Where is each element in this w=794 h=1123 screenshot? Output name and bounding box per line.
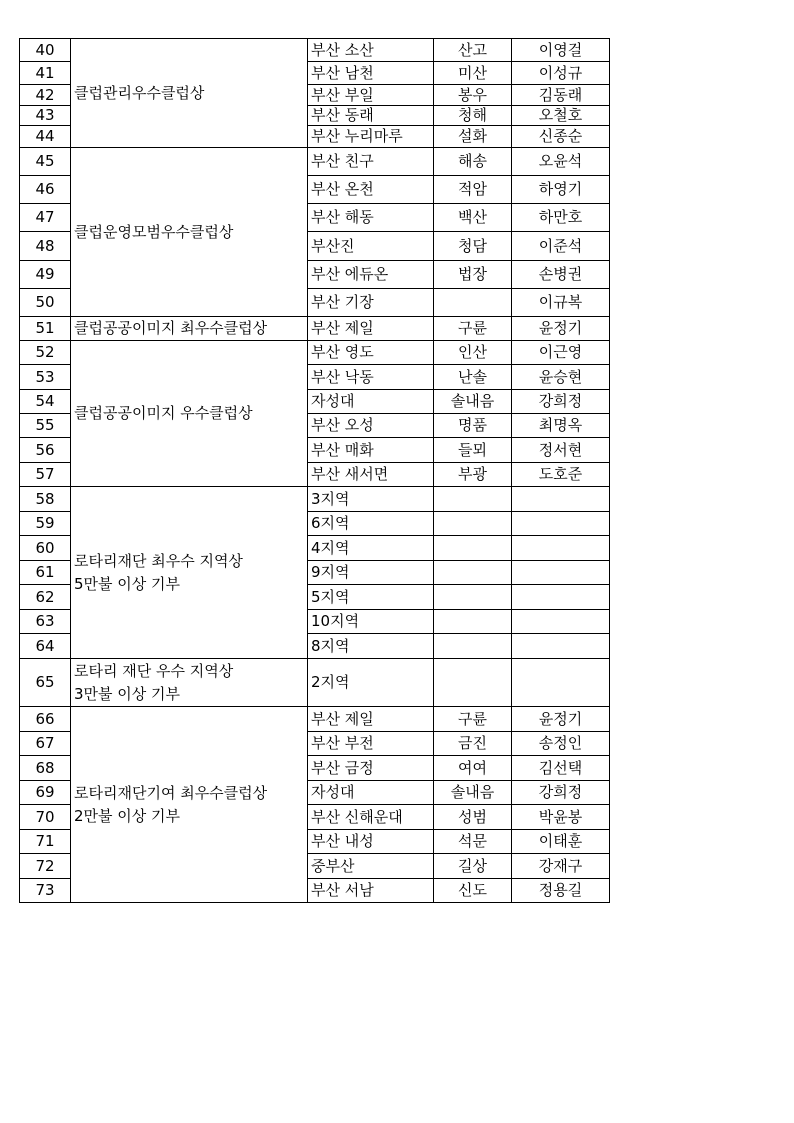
row-number: 59 bbox=[20, 512, 71, 536]
member-name: 이성규 bbox=[512, 62, 610, 85]
row-number: 42 bbox=[20, 85, 71, 106]
club-name: 4지역 bbox=[308, 536, 434, 561]
row-number: 60 bbox=[20, 536, 71, 561]
member-name: 최명옥 bbox=[512, 414, 610, 438]
table-row bbox=[20, 148, 610, 176]
club-name: 자성대 bbox=[308, 781, 434, 805]
row-number: 55 bbox=[20, 414, 71, 438]
award-category-line: 클럽공공이미지 우수클럽상 bbox=[74, 404, 253, 423]
member-name: 오철호 bbox=[512, 106, 610, 126]
award-category-line: 로타리 재단 우수 지역상 bbox=[74, 661, 234, 680]
row-number: 61 bbox=[20, 561, 71, 585]
member-name: 강희정 bbox=[512, 781, 610, 805]
club-name: 부산 제일 bbox=[308, 317, 434, 341]
club-name: 부산 내성 bbox=[308, 830, 434, 854]
award-category bbox=[71, 487, 308, 659]
member-name: 박윤봉 bbox=[512, 805, 610, 830]
club-name: 부산 서남 bbox=[308, 879, 434, 903]
member-title: 부광 bbox=[434, 463, 512, 487]
member-title: 설화 bbox=[434, 126, 512, 148]
club-name: 부산 누리마루 bbox=[308, 126, 434, 148]
row-number: 53 bbox=[20, 365, 71, 390]
row-number: 44 bbox=[20, 126, 71, 148]
award-category-line: 5만불 이상 기부 bbox=[74, 574, 181, 593]
awards-table bbox=[19, 38, 610, 903]
member-name: 이태훈 bbox=[512, 830, 610, 854]
member-title: 길상 bbox=[434, 854, 512, 879]
member-name bbox=[512, 585, 610, 610]
member-title: 산고 bbox=[434, 39, 512, 62]
member-name: 도호준 bbox=[512, 463, 610, 487]
member-name: 이규복 bbox=[512, 289, 610, 317]
member-name: 윤정기 bbox=[512, 317, 610, 341]
row-number: 48 bbox=[20, 232, 71, 261]
member-name: 김동래 bbox=[512, 85, 610, 106]
row-number: 45 bbox=[20, 148, 71, 176]
row-number: 67 bbox=[20, 732, 71, 756]
table-row bbox=[20, 659, 610, 707]
member-name: 이영걸 bbox=[512, 39, 610, 62]
member-name: 하만호 bbox=[512, 204, 610, 232]
row-number: 64 bbox=[20, 634, 71, 659]
club-name: 부산진 bbox=[308, 232, 434, 261]
table-row bbox=[20, 39, 610, 62]
member-name: 윤승현 bbox=[512, 365, 610, 390]
club-name: 10지역 bbox=[308, 610, 434, 634]
award-category bbox=[71, 148, 308, 317]
row-number: 68 bbox=[20, 756, 71, 781]
row-number: 66 bbox=[20, 707, 71, 732]
club-name: 부산 제일 bbox=[308, 707, 434, 732]
member-name: 윤정기 bbox=[512, 707, 610, 732]
member-title: 솔내음 bbox=[434, 781, 512, 805]
member-title: 청해 bbox=[434, 106, 512, 126]
award-category-line: 클럽관리우수클럽상 bbox=[74, 83, 205, 102]
member-name: 신종순 bbox=[512, 126, 610, 148]
table-row bbox=[20, 707, 610, 732]
member-title: 신도 bbox=[434, 879, 512, 903]
member-name: 김선택 bbox=[512, 756, 610, 781]
member-name bbox=[512, 659, 610, 707]
club-name: 부산 부전 bbox=[308, 732, 434, 756]
award-category bbox=[71, 341, 308, 487]
member-name: 오윤석 bbox=[512, 148, 610, 176]
row-number: 52 bbox=[20, 341, 71, 365]
member-title bbox=[434, 289, 512, 317]
member-title: 백산 bbox=[434, 204, 512, 232]
row-number: 57 bbox=[20, 463, 71, 487]
club-name: 부산 소산 bbox=[308, 39, 434, 62]
club-name: 부산 에듀온 bbox=[308, 261, 434, 289]
row-number: 51 bbox=[20, 317, 71, 341]
member-title bbox=[434, 561, 512, 585]
club-name: 8지역 bbox=[308, 634, 434, 659]
member-title: 미산 bbox=[434, 62, 512, 85]
club-name: 부산 온천 bbox=[308, 176, 434, 204]
row-number: 69 bbox=[20, 781, 71, 805]
club-name: 부산 기장 bbox=[308, 289, 434, 317]
club-name: 부산 오성 bbox=[308, 414, 434, 438]
member-title: 성범 bbox=[434, 805, 512, 830]
club-name: 중부산 bbox=[308, 854, 434, 879]
row-number: 72 bbox=[20, 854, 71, 879]
member-name bbox=[512, 610, 610, 634]
award-category bbox=[71, 317, 308, 341]
row-number: 65 bbox=[20, 659, 71, 707]
member-title bbox=[434, 512, 512, 536]
row-number: 56 bbox=[20, 438, 71, 463]
row-number: 41 bbox=[20, 62, 71, 85]
award-category-line: 로타리재단 최우수 지역상 bbox=[74, 551, 243, 570]
member-title bbox=[434, 585, 512, 610]
club-name: 부산 해동 bbox=[308, 204, 434, 232]
club-name: 2지역 bbox=[308, 659, 434, 707]
table-row bbox=[20, 487, 610, 512]
awards-table-body bbox=[20, 39, 610, 903]
award-category bbox=[71, 659, 308, 707]
member-name: 이준석 bbox=[512, 232, 610, 261]
club-name: 부산 남천 bbox=[308, 62, 434, 85]
row-number: 40 bbox=[20, 39, 71, 62]
row-number: 62 bbox=[20, 585, 71, 610]
member-title bbox=[434, 536, 512, 561]
award-category-line: 클럽운영모범우수클럽상 bbox=[74, 222, 234, 241]
row-number: 58 bbox=[20, 487, 71, 512]
member-name bbox=[512, 512, 610, 536]
club-name: 부산 낙동 bbox=[308, 365, 434, 390]
club-name: 부산 동래 bbox=[308, 106, 434, 126]
member-title: 솔내음 bbox=[434, 390, 512, 414]
club-name: 6지역 bbox=[308, 512, 434, 536]
member-title: 난솔 bbox=[434, 365, 512, 390]
club-name: 부산 부일 bbox=[308, 85, 434, 106]
member-title bbox=[434, 634, 512, 659]
award-category-line: 3만불 이상 기부 bbox=[74, 684, 181, 703]
member-name: 손병권 bbox=[512, 261, 610, 289]
row-number: 50 bbox=[20, 289, 71, 317]
row-number: 47 bbox=[20, 204, 71, 232]
member-name: 이근영 bbox=[512, 341, 610, 365]
club-name: 부산 매화 bbox=[308, 438, 434, 463]
club-name: 3지역 bbox=[308, 487, 434, 512]
member-title: 석문 bbox=[434, 830, 512, 854]
member-name: 정서현 bbox=[512, 438, 610, 463]
member-title bbox=[434, 487, 512, 512]
row-number: 71 bbox=[20, 830, 71, 854]
member-title: 인산 bbox=[434, 341, 512, 365]
row-number: 46 bbox=[20, 176, 71, 204]
club-name: 부산 친구 bbox=[308, 148, 434, 176]
member-title: 해송 bbox=[434, 148, 512, 176]
member-name bbox=[512, 561, 610, 585]
club-name: 9지역 bbox=[308, 561, 434, 585]
table-row bbox=[20, 341, 610, 365]
member-title: 구륜 bbox=[434, 707, 512, 732]
member-name: 송정인 bbox=[512, 732, 610, 756]
member-title: 적암 bbox=[434, 176, 512, 204]
award-category-line: 2만불 이상 기부 bbox=[74, 806, 181, 825]
club-name: 5지역 bbox=[308, 585, 434, 610]
member-name bbox=[512, 536, 610, 561]
member-name bbox=[512, 634, 610, 659]
member-title: 구륜 bbox=[434, 317, 512, 341]
club-name: 자성대 bbox=[308, 390, 434, 414]
member-title bbox=[434, 610, 512, 634]
award-category bbox=[71, 707, 308, 903]
member-title: 여여 bbox=[434, 756, 512, 781]
row-number: 43 bbox=[20, 106, 71, 126]
member-title: 법장 bbox=[434, 261, 512, 289]
member-title: 청담 bbox=[434, 232, 512, 261]
row-number: 54 bbox=[20, 390, 71, 414]
member-name: 강재구 bbox=[512, 854, 610, 879]
club-name: 부산 금정 bbox=[308, 756, 434, 781]
club-name: 부산 영도 bbox=[308, 341, 434, 365]
member-title bbox=[434, 659, 512, 707]
member-title: 금진 bbox=[434, 732, 512, 756]
club-name: 부산 신해운대 bbox=[308, 805, 434, 830]
row-number: 49 bbox=[20, 261, 71, 289]
member-name: 정용길 bbox=[512, 879, 610, 903]
member-name: 하영기 bbox=[512, 176, 610, 204]
member-title: 봉우 bbox=[434, 85, 512, 106]
member-name: 강희정 bbox=[512, 390, 610, 414]
member-name bbox=[512, 487, 610, 512]
row-number: 63 bbox=[20, 610, 71, 634]
row-number: 73 bbox=[20, 879, 71, 903]
table-row bbox=[20, 317, 610, 341]
row-number: 70 bbox=[20, 805, 71, 830]
award-category-line: 로타리재단기여 최우수클럽상 bbox=[74, 783, 268, 802]
award-category bbox=[71, 39, 308, 148]
club-name: 부산 새서면 bbox=[308, 463, 434, 487]
member-title: 들뫼 bbox=[434, 438, 512, 463]
member-title: 명품 bbox=[434, 414, 512, 438]
award-category-line: 클럽공공이미지 최우수클럽상 bbox=[74, 319, 268, 338]
